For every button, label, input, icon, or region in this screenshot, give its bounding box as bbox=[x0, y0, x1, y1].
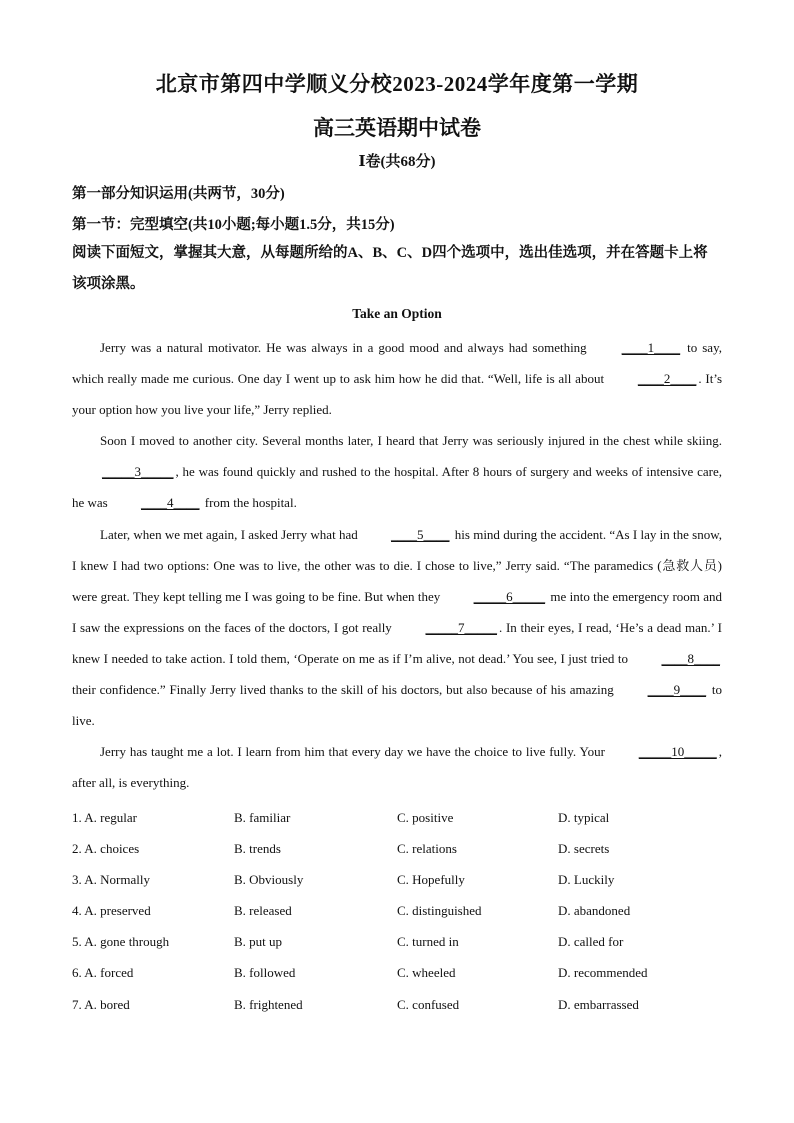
part-heading: Ⅰ卷(共68分) bbox=[358, 154, 436, 170]
text: , after all, is everything. bbox=[72, 744, 722, 791]
option-b[interactable]: B. frightened bbox=[234, 996, 303, 1012]
option-c[interactable]: C. positive bbox=[397, 810, 454, 825]
option-d[interactable]: D. abandoned bbox=[558, 903, 631, 919]
option-c[interactable]: C. confused bbox=[397, 996, 460, 1012]
blank-8: ____8____ bbox=[661, 650, 720, 666]
blank-3: _____3_____ bbox=[102, 464, 174, 480]
option-b[interactable]: B. trends bbox=[234, 841, 281, 857]
blank-5: ____5____ bbox=[391, 526, 450, 542]
paragraph-3 bbox=[72, 519, 722, 737]
option-d[interactable]: D. typical bbox=[558, 810, 610, 825]
question-row bbox=[72, 833, 732, 864]
option-a[interactable]: 3. A. Normally bbox=[72, 872, 150, 888]
blank-2: ____2____ bbox=[637, 371, 697, 387]
option-b[interactable]: B. familiar bbox=[234, 810, 291, 825]
option-c[interactable]: C. Hopefully bbox=[397, 872, 465, 888]
instructions: 阅读下面短文，掌握其大意，从每题所给的A、B、C、D四个选项中，选出佳选项，并在答题卡上将该项涂黑。 bbox=[72, 245, 708, 292]
passage-title: Take an Option bbox=[352, 306, 442, 321]
option-a[interactable]: 5. A. gone through bbox=[72, 934, 170, 950]
option-a[interactable]: 4. A. preserved bbox=[72, 903, 151, 919]
question-row bbox=[72, 957, 732, 988]
text: me into the emergency room and I saw the expressions on the faces of the doctors, I got really bbox=[72, 588, 723, 635]
option-c[interactable]: C. relations bbox=[397, 841, 457, 857]
text: . In their eyes, I read, ‘He’s a dead man.’ I knew I needed to take action. I told them, ‘Operate on me as if I’m alive, not dead.’ You see, I just tried to bbox=[72, 619, 722, 666]
text: . It’s your option how you live your life,” Jerry replied. bbox=[72, 371, 722, 418]
option-a[interactable]: 1. A. regular bbox=[72, 810, 137, 825]
blank-9: ____9____ bbox=[647, 682, 707, 698]
text: , he was found quickly and rushed to the hospital. After 8 hours of surgery and weeks of intensive care, he was bbox=[72, 464, 722, 511]
option-c[interactable]: C. distinguished bbox=[397, 903, 482, 919]
option-a[interactable]: 2. A. choices bbox=[72, 841, 140, 857]
exam-title: 北京市第四中学顺义分校2023-2024学年度第一学期 bbox=[155, 72, 639, 96]
section-subheading: 第一节：完型填空(共10小题;每小题1.5分，共15分) bbox=[72, 217, 395, 233]
paragraph-2 bbox=[72, 425, 722, 518]
passage bbox=[72, 332, 722, 798]
blank-1: ____1____ bbox=[621, 340, 681, 355]
text: Soon I moved to another city. Several months later, I heard that Jerry was seriously injured in the chest while skiing. bbox=[100, 433, 722, 449]
option-b[interactable]: B. followed bbox=[234, 965, 296, 981]
question-row bbox=[72, 864, 732, 895]
paragraph-4 bbox=[72, 736, 722, 798]
question-row bbox=[72, 802, 732, 833]
text: to live. bbox=[72, 682, 722, 729]
section-heading: 第一部分知识运用(共两节，30分) bbox=[72, 186, 285, 202]
option-d[interactable]: D. Luckily bbox=[558, 872, 615, 888]
option-b[interactable]: B. Obviously bbox=[234, 872, 304, 888]
blank-7: _____7_____ bbox=[425, 619, 498, 635]
text: to say, which really made me curious. One day I went up to ask him how he did that. “Well, life is all about bbox=[72, 340, 722, 387]
text: their confidence.” Finally Jerry lived thanks to the skill of his doctors, but also because of his amazing bbox=[72, 682, 618, 698]
text: from the hospital. bbox=[201, 495, 297, 511]
option-b[interactable]: B. released bbox=[234, 903, 292, 919]
text: Later, when we met again, I asked Jerry what had bbox=[100, 526, 361, 542]
paragraph-1 bbox=[72, 332, 722, 425]
option-d[interactable]: D. embarrassed bbox=[558, 996, 639, 1012]
blank-6: _____6_____ bbox=[473, 588, 546, 604]
blank-10: _____10_____ bbox=[638, 744, 717, 760]
option-d[interactable]: D. recommended bbox=[558, 965, 648, 981]
option-c[interactable]: C. wheeled bbox=[397, 965, 456, 981]
text: his mind during the accident. “As I lay in the snow, I knew I had two options: One was to live, the other was to die. I chose to live,” Jerry said. “The paramedics (急救人员) were great. They kept telling me I was going to be fine. But when they bbox=[72, 526, 722, 604]
option-d[interactable]: D. secrets bbox=[558, 841, 610, 857]
answer-options bbox=[72, 802, 732, 1020]
text: Jerry has taught me a lot. I learn from him that every day we have the choice to live fully. Your bbox=[100, 744, 609, 760]
blank-4: ____4____ bbox=[141, 495, 200, 511]
option-a[interactable]: 7. A. bored bbox=[72, 996, 130, 1012]
text: Jerry was a natural motivator. He was always in a good mood and always had something bbox=[100, 340, 592, 355]
option-d[interactable]: D. called for bbox=[558, 934, 624, 950]
question-row bbox=[72, 926, 732, 957]
option-b[interactable]: B. put up bbox=[234, 934, 283, 950]
option-c[interactable]: C. turned in bbox=[397, 934, 459, 950]
option-a[interactable]: 6. A. forced bbox=[72, 965, 134, 981]
question-row bbox=[72, 989, 732, 1020]
question-row bbox=[72, 895, 732, 926]
exam-subtitle: 高三英语期中试卷 bbox=[313, 116, 481, 140]
